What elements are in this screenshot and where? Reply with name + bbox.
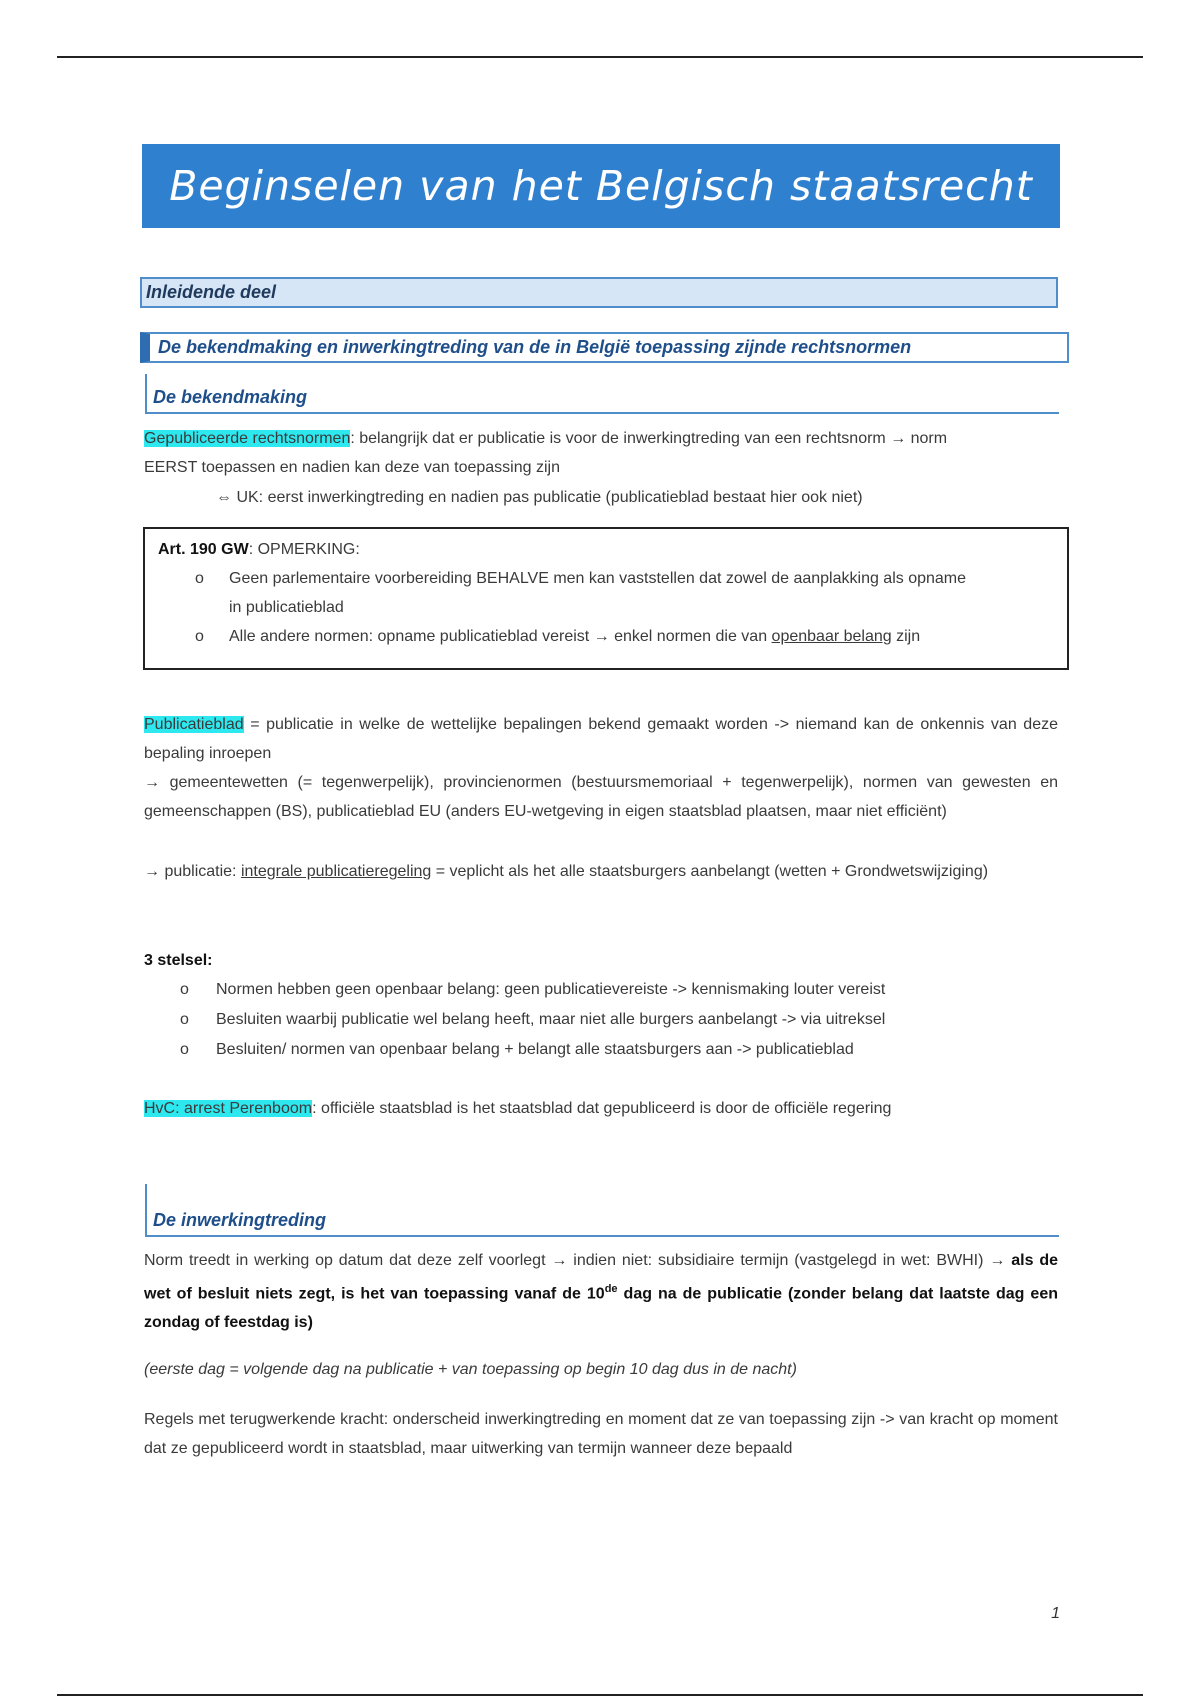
list-item-text-part: Alle andere normen: opname publicatieblad vereist → enkel normen die van	[229, 628, 772, 645]
paragraph-eerste-dag: (eerste dag = volgende dag na publicatie + van toepassing op begin 10 dag dus in de nacht)	[144, 1361, 797, 1378]
bold-text: als de wet of besluit niets zegt, is het van toepassing vanaf de 10	[144, 1252, 1059, 1303]
part-heading: Inleidende deel	[140, 277, 1058, 308]
bullet-icon: o	[195, 570, 204, 587]
uk-note: ⇔ UK: eerst inwerkingtreding en nadien pas publicatie (publicatieblad bestaat hier ook niet)	[216, 489, 863, 506]
highlighted-term: HvC: arrest Perenboom	[144, 1100, 313, 1117]
document-title: Beginselen van het Belgisch staatsrecht	[142, 144, 1060, 228]
art-remark: : OPMERKING:	[248, 541, 360, 558]
list-item	[195, 622, 1035, 651]
list-item	[180, 975, 1060, 1005]
superscript: de	[604, 1283, 618, 1295]
paragraph-text: → publicatie:	[144, 863, 241, 880]
bullet-icon: o	[180, 1011, 189, 1028]
list-item-line: in publicatieblad	[229, 599, 344, 616]
chapter-heading: De bekendmaking en inwerkingtreding van de in België toepassing zijnde rechtsnormen	[140, 332, 1069, 363]
list-item-text	[229, 622, 1049, 651]
list-item-text: Besluiten/ normen van openbaar belang + belangt alle staatsburgers aan -> publicatieblad	[216, 1041, 854, 1058]
underlined-term: integrale publicatieregeling	[240, 863, 432, 880]
list-item-text	[229, 564, 1049, 622]
paragraph-line: EERST toepassen en nadien kan deze van toepassing zijn	[144, 459, 560, 476]
bullet-icon: o	[195, 628, 204, 645]
paragraph-text: : officiële staatsblad is het staatsblad dat gepubliceerd is door de officiële regering	[312, 1100, 892, 1117]
paragraph-gepubliceerde-rechtsnormen	[144, 424, 1058, 482]
art-box-heading	[158, 535, 360, 564]
paragraph-terugwerkende-kracht: Regels met terugwerkende kracht: onderscheid inwerkingtreding en moment dat ze van toepassing zijn -> van kracht op moment dat ze gepubliceerd wordt in staatsblad, maar uitwerking van termijn wanneer deze bepaald	[144, 1411, 1058, 1457]
stelsel-title: 3 stelsel:	[144, 952, 213, 969]
header-rule	[57, 56, 1143, 58]
paragraph-text: = veplicht als het alle staatsburgers aanbelangt (wetten + Grondwetswijziging)	[431, 863, 989, 880]
list-item-text: Normen hebben geen openbaar belang: geen publicatievereiste -> kennismaking louter vereist	[216, 981, 886, 998]
bullet-icon: o	[180, 981, 189, 998]
stelsel-list	[180, 975, 1060, 1065]
paragraph-publicatieblad	[144, 710, 1058, 768]
bullet-icon: o	[180, 1041, 189, 1058]
list-item-line: Geen parlementaire voorbereiding BEHALVE men kan vaststellen dat zowel de aanplakking als opname	[229, 570, 967, 587]
section-heading-inwerkingtreding: De inwerkingtreding	[145, 1184, 1059, 1237]
footer-rule	[57, 1694, 1143, 1696]
section-heading-bekendmaking: De bekendmaking	[145, 374, 1059, 414]
highlighted-term: Gepubliceerde rechtsnormen	[144, 430, 351, 447]
paragraph-text: : belangrijk dat er publicatie is voor de inwerkingtreding van een rechtsnorm → norm	[350, 430, 948, 447]
list-item	[180, 1005, 1060, 1035]
paragraph-norm-treedt	[144, 1246, 1058, 1337]
art-reference: Art. 190 GW	[158, 541, 249, 558]
page-number: 1	[1051, 1605, 1060, 1622]
paragraph-gemeentewetten: → gemeentewetten (= tegenwerpelijk), provincienormen (bestuursmemoriaal + tegenwerpelijk), normen van gewesten en gemeenschappen (BS), publicatieblad EU (anders EU-wetgeving in eigen staatsblad plaatsen, maar niet efficiënt)	[144, 774, 1058, 820]
paragraph-hvc	[144, 1094, 1058, 1123]
list-item-text-part: zijn	[891, 628, 921, 645]
list-item	[195, 564, 1035, 622]
list-item	[180, 1035, 1060, 1065]
bold-text: dag na de publicatie (zonder belang dat laatste dag een zondag of feestdag is)	[144, 1285, 1058, 1332]
paragraph-text: Norm treedt in werking op datum dat deze zelf voorlegt → indien niet: subsidiaire termijn (vastgelegd in wet: BWHI) →	[144, 1252, 1012, 1269]
paragraph-line	[144, 424, 1058, 453]
list-item-text: Besluiten waarbij publicatie wel belang heeft, maar niet alle burgers aanbelangt -> via uitreksel	[216, 1011, 886, 1028]
underlined-term: openbaar belang	[771, 628, 892, 645]
paragraph-publicatie	[144, 857, 1058, 886]
art-190-box	[143, 527, 1069, 670]
paragraph-text: = publicatie in welke de wettelijke bepalingen bekend gemaakt worden -> niemand kan de onkennis van deze bepaling inroepen	[144, 716, 1058, 762]
highlighted-term: Publicatieblad	[144, 716, 244, 733]
